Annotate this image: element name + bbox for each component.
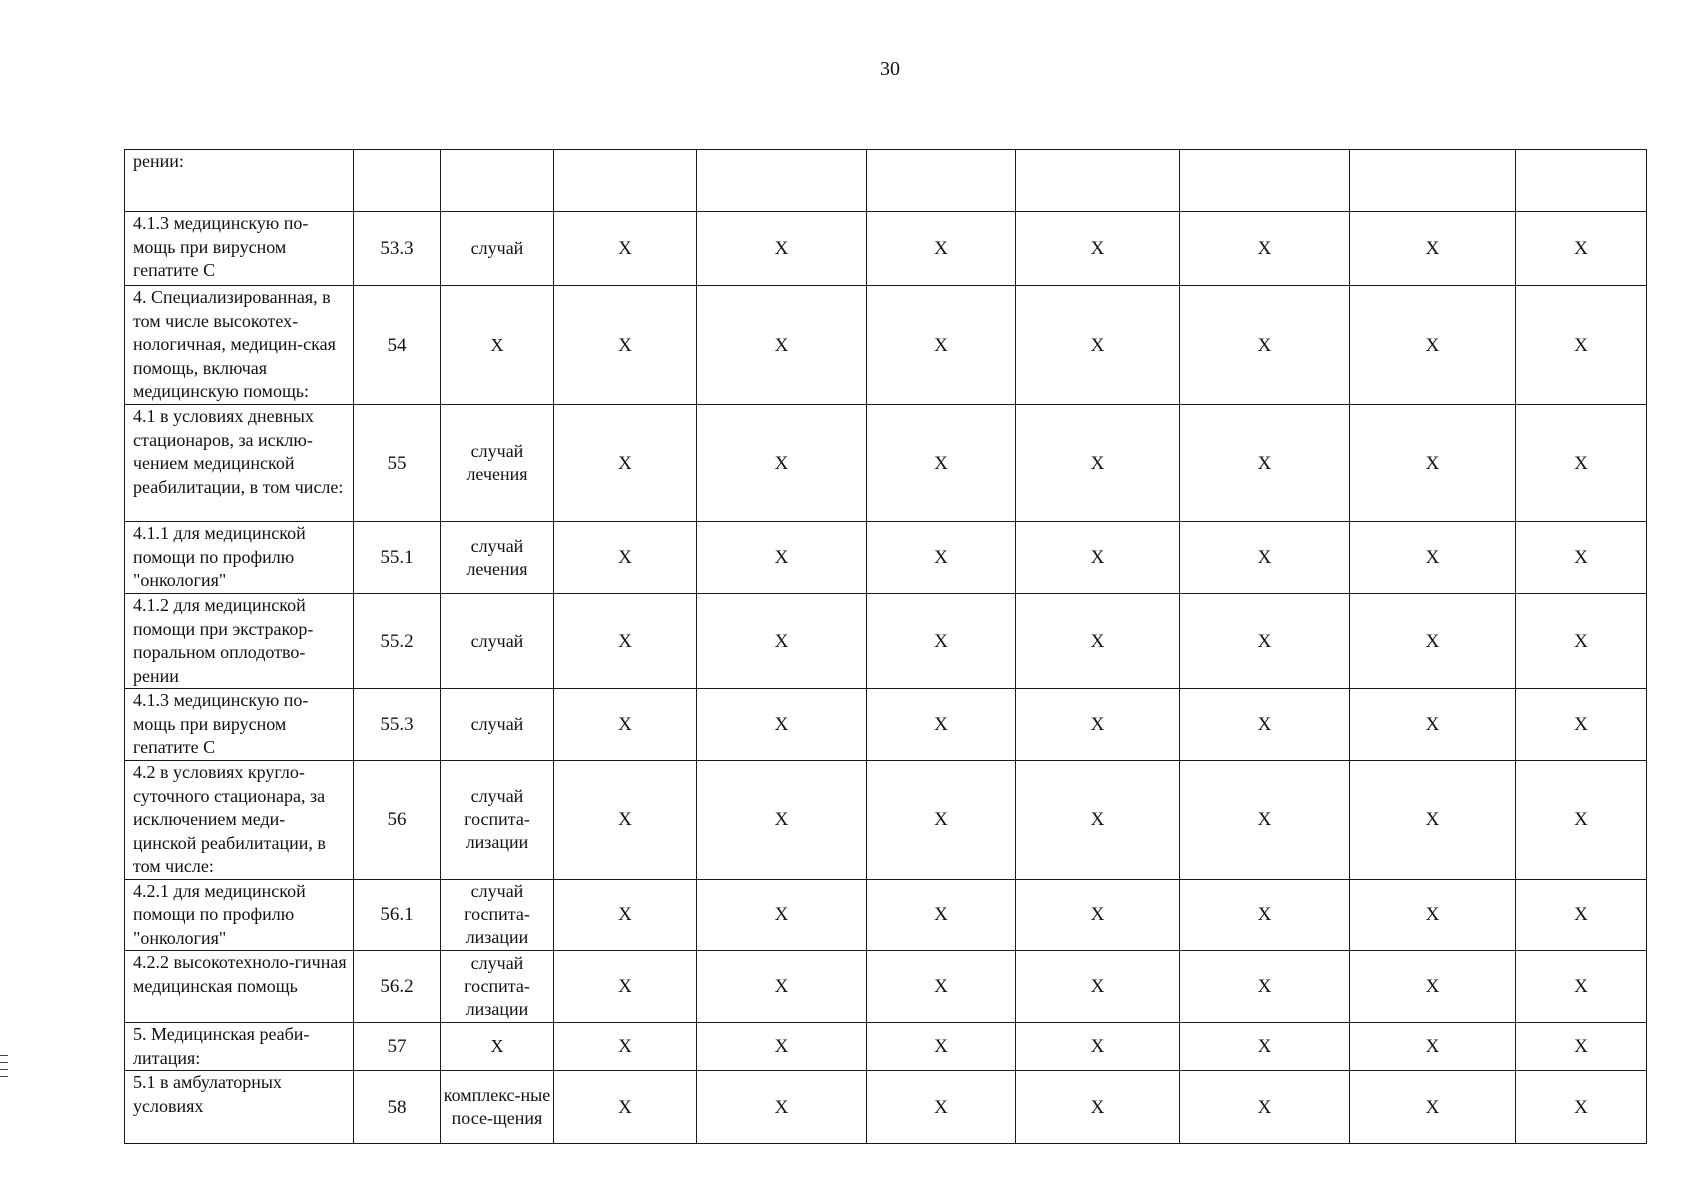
value-cell: X xyxy=(867,761,1016,880)
value-cell: X xyxy=(697,879,867,951)
value-cell: X xyxy=(1516,1023,1647,1071)
value-cell: X xyxy=(554,594,697,689)
value-cell: X xyxy=(1016,405,1180,522)
table-row xyxy=(125,1071,1647,1144)
value-cell: X xyxy=(867,1071,1016,1144)
row-code-cell: 58 xyxy=(354,1071,441,1144)
value-cell: X xyxy=(554,951,697,1023)
row-unit-cell: случай лечения xyxy=(441,522,554,594)
value-cell: X xyxy=(1016,594,1180,689)
value-cell: X xyxy=(1516,951,1647,1023)
row-unit-cell: случай xyxy=(441,689,554,761)
row-name-cell: 4.1 в условиях дневных стационаров, за исклю-чением медицинской реабилитации, в том числе: xyxy=(125,405,354,522)
value-cell: X xyxy=(697,405,867,522)
value-cell: X xyxy=(554,689,697,761)
value-cell xyxy=(1516,150,1647,212)
page-number: 30 xyxy=(880,58,900,80)
value-cell: X xyxy=(1016,879,1180,951)
row-name-cell: 4.2 в условиях кругло-суточного стационара, за исключением меди-цинской реабилитации, в том числе: xyxy=(125,761,354,880)
row-name-cell: 4.1.3 медицинскую по-мощь при вирусном гепатите С xyxy=(125,689,354,761)
value-cell: X xyxy=(697,689,867,761)
row-unit-cell: случай госпита-лизации xyxy=(441,951,554,1023)
value-cell: X xyxy=(867,594,1016,689)
value-cell: X xyxy=(867,879,1016,951)
table-body xyxy=(125,150,1647,1144)
row-code-cell: 56.2 xyxy=(354,951,441,1023)
row-code-cell: 55.2 xyxy=(354,594,441,689)
row-code-cell: 56.1 xyxy=(354,879,441,951)
value-cell: X xyxy=(697,761,867,880)
value-cell: X xyxy=(1180,879,1350,951)
value-cell: X xyxy=(1180,689,1350,761)
value-cell: X xyxy=(554,212,697,286)
row-code-cell: 55.1 xyxy=(354,522,441,594)
value-cell: X xyxy=(554,1071,697,1144)
value-cell: X xyxy=(1350,1023,1516,1071)
value-cell: X xyxy=(1516,689,1647,761)
value-cell: X xyxy=(867,689,1016,761)
value-cell: X xyxy=(1350,761,1516,880)
value-cell: X xyxy=(1516,522,1647,594)
value-cell: X xyxy=(1350,522,1516,594)
value-cell: X xyxy=(1516,286,1647,405)
row-unit-cell: случай госпита-лизации xyxy=(441,879,554,951)
margin-tick-marks xyxy=(0,1055,10,1083)
value-cell: X xyxy=(1180,522,1350,594)
row-unit-cell: случай xyxy=(441,594,554,689)
table-row xyxy=(125,761,1647,880)
value-cell: X xyxy=(697,1023,867,1071)
value-cell: X xyxy=(1180,761,1350,880)
value-cell: X xyxy=(1016,286,1180,405)
data-table xyxy=(124,149,1647,1144)
row-unit-cell: случай госпита-лизации xyxy=(441,761,554,880)
row-name-cell: 4.1.2 для медицинской помощи при экстракор-поральном оплодотво-рении xyxy=(125,594,354,689)
value-cell: X xyxy=(697,594,867,689)
row-unit-cell: случай xyxy=(441,212,554,286)
value-cell: X xyxy=(1350,286,1516,405)
value-cell: X xyxy=(697,522,867,594)
value-cell: X xyxy=(1350,594,1516,689)
table-row xyxy=(125,879,1647,951)
value-cell xyxy=(697,150,867,212)
table-row xyxy=(125,150,1647,212)
value-cell: X xyxy=(554,761,697,880)
value-cell: X xyxy=(1350,879,1516,951)
row-name-cell: 5. Медицинская реаби-литация: xyxy=(125,1023,354,1071)
value-cell xyxy=(867,150,1016,212)
row-name-cell: 4.2.2 высокотехноло-гичная медицинская помощь xyxy=(125,951,354,1023)
table-row xyxy=(125,689,1647,761)
table-row xyxy=(125,212,1647,286)
value-cell: X xyxy=(554,286,697,405)
value-cell: X xyxy=(1516,761,1647,880)
row-code-cell: 55.3 xyxy=(354,689,441,761)
value-cell: X xyxy=(554,879,697,951)
value-cell xyxy=(1350,150,1516,212)
value-cell: X xyxy=(697,1071,867,1144)
table-row xyxy=(125,405,1647,522)
row-code-cell: 56 xyxy=(354,761,441,880)
value-cell: X xyxy=(1350,951,1516,1023)
value-cell: X xyxy=(1180,1023,1350,1071)
row-unit-cell: X xyxy=(441,1023,554,1071)
value-cell: X xyxy=(1180,594,1350,689)
row-code-cell: 53.3 xyxy=(354,212,441,286)
value-cell: X xyxy=(697,212,867,286)
row-unit-cell xyxy=(441,150,554,212)
row-name-cell: 4. Специализированная, в том числе высокотех-нологичная, медицин-ская помощь, включая медицинскую помощь: xyxy=(125,286,354,405)
value-cell: X xyxy=(867,286,1016,405)
value-cell: X xyxy=(867,522,1016,594)
value-cell: X xyxy=(1180,212,1350,286)
table-row xyxy=(125,951,1647,1023)
value-cell: X xyxy=(1016,1071,1180,1144)
value-cell: X xyxy=(697,951,867,1023)
value-cell: X xyxy=(1016,761,1180,880)
value-cell: X xyxy=(1350,212,1516,286)
table-row xyxy=(125,1023,1647,1071)
value-cell: X xyxy=(1016,951,1180,1023)
value-cell xyxy=(1016,150,1180,212)
value-cell: X xyxy=(1180,951,1350,1023)
value-cell: X xyxy=(1016,689,1180,761)
value-cell: X xyxy=(1516,879,1647,951)
value-cell: X xyxy=(554,405,697,522)
value-cell: X xyxy=(867,212,1016,286)
row-code-cell: 55 xyxy=(354,405,441,522)
value-cell: X xyxy=(1016,1023,1180,1071)
value-cell: X xyxy=(1016,522,1180,594)
value-cell xyxy=(554,150,697,212)
row-code-cell: 54 xyxy=(354,286,441,405)
value-cell: X xyxy=(1516,1071,1647,1144)
value-cell: X xyxy=(867,405,1016,522)
row-unit-cell: X xyxy=(441,286,554,405)
row-name-cell: 5.1 в амбулаторных условиях xyxy=(125,1071,354,1144)
row-unit-cell: случай лечения xyxy=(441,405,554,522)
value-cell: X xyxy=(697,286,867,405)
row-name-cell: рении: xyxy=(125,150,354,212)
table-row xyxy=(125,522,1647,594)
value-cell: X xyxy=(1016,212,1180,286)
value-cell: X xyxy=(867,951,1016,1023)
value-cell: X xyxy=(1350,405,1516,522)
value-cell: X xyxy=(867,1023,1016,1071)
value-cell: X xyxy=(554,1023,697,1071)
row-unit-cell: комплекс-ные посе-щения xyxy=(441,1071,554,1144)
value-cell: X xyxy=(1350,689,1516,761)
row-code-cell xyxy=(354,150,441,212)
row-name-cell: 4.1.1 для медицинской помощи по профилю "онкология" xyxy=(125,522,354,594)
row-name-cell: 4.1.3 медицинскую по-мощь при вирусном гепатите С xyxy=(125,212,354,286)
value-cell xyxy=(1180,150,1350,212)
table-row xyxy=(125,594,1647,689)
value-cell: X xyxy=(1350,1071,1516,1144)
row-name-cell: 4.2.1 для медицинской помощи по профилю "онкология" xyxy=(125,879,354,951)
value-cell: X xyxy=(1516,212,1647,286)
value-cell: X xyxy=(1180,1071,1350,1144)
value-cell: X xyxy=(1516,594,1647,689)
value-cell: X xyxy=(1180,286,1350,405)
row-code-cell: 57 xyxy=(354,1023,441,1071)
value-cell: X xyxy=(554,522,697,594)
table-row xyxy=(125,286,1647,405)
value-cell: X xyxy=(1516,405,1647,522)
value-cell: X xyxy=(1180,405,1350,522)
